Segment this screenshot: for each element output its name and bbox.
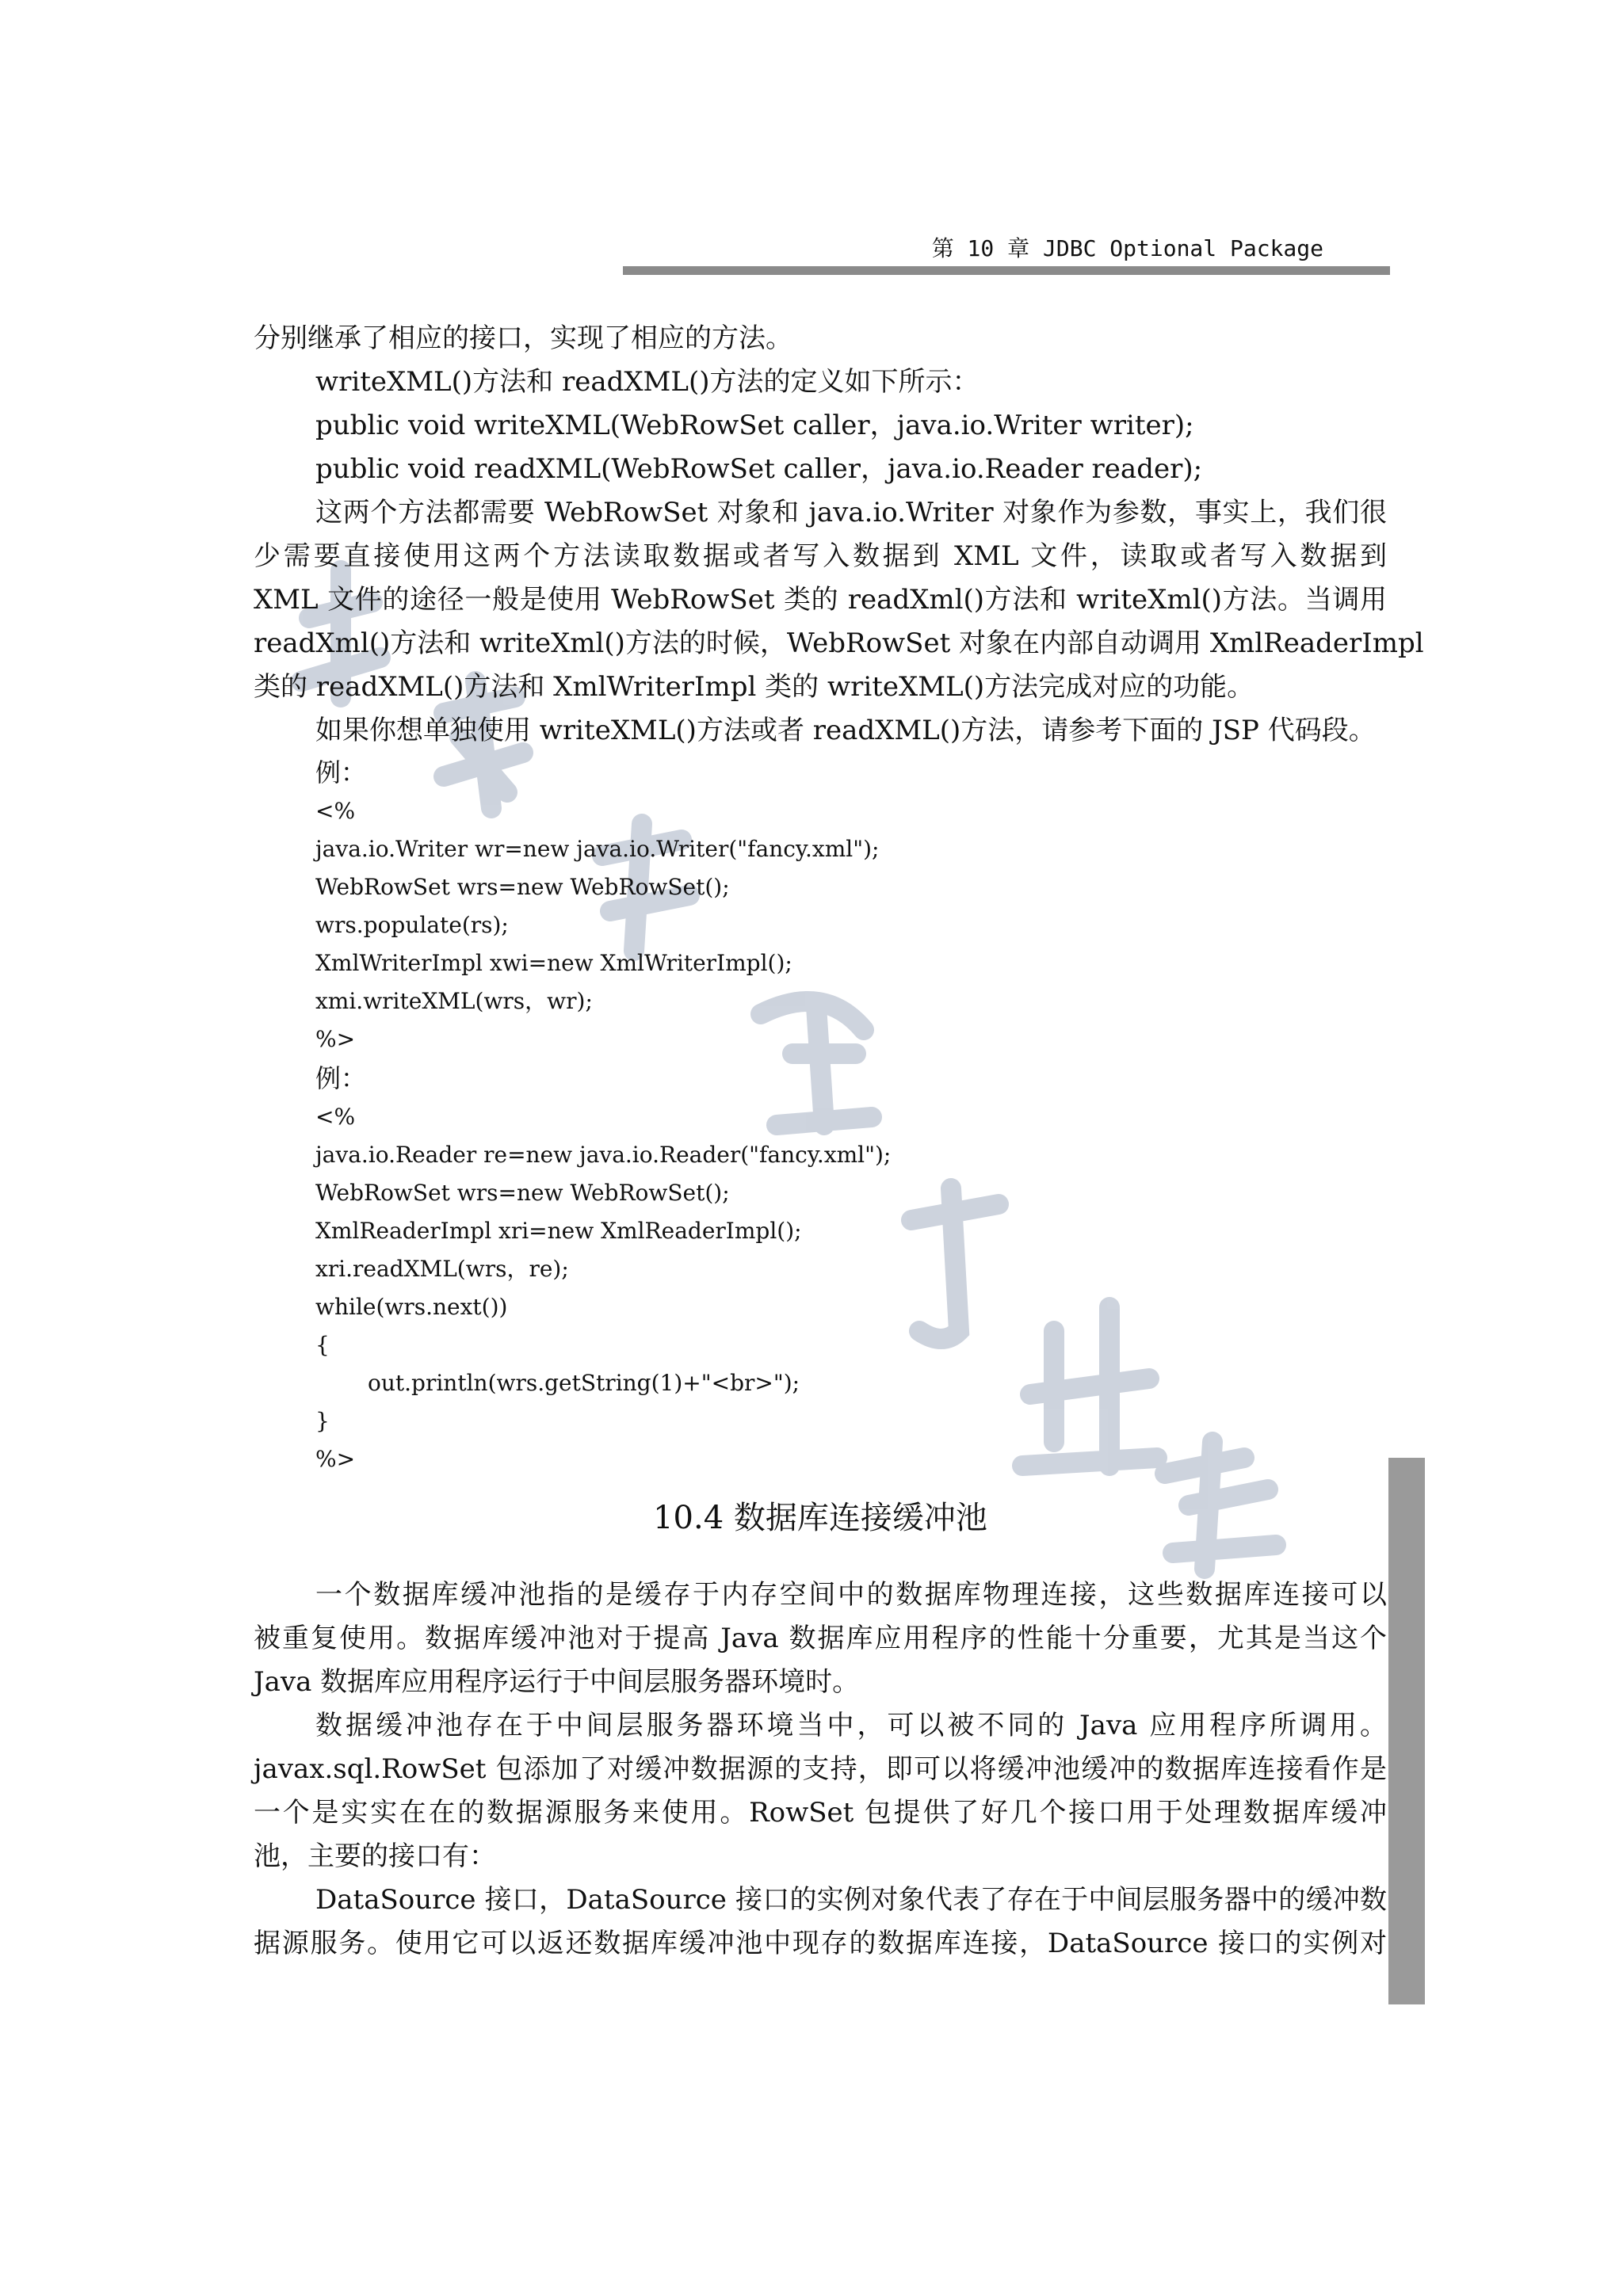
side-thumb-tab — [1388, 1458, 1425, 2004]
code-line: WebRowSet wrs=new WebRowSet(); — [315, 1180, 730, 1206]
paragraph-line: 数据缓冲池存在于中间层服务器环境当中，可以被不同的 Java 应用程序所调用。 — [315, 1710, 1387, 1741]
code-line: } — [315, 1408, 330, 1434]
code-line: WebRowSet wrs=new WebRowSet(); — [315, 874, 730, 900]
example-label: 例： — [315, 1063, 367, 1093]
running-header: 第 10 章 JDBC Optional Package — [931, 235, 1323, 261]
paragraph-line: 池，主要的接口有： — [254, 1840, 496, 1872]
paragraph-line: 一个数据库缓冲池指的是缓存于内存空间中的数据库物理连接，这些数据库连接可以 — [315, 1579, 1387, 1611]
paragraph-line: 如果你想单独使用 writeXML()方法或者 readXML()方法，请参考下面的 JSP 代码段。 — [315, 715, 1376, 746]
code-line: while(wrs.next()) — [315, 1294, 508, 1320]
paragraph-line: 少需要直接使用这两个方法读取数据或者写入数据到 XML 文件，读取或者写入数据到 — [254, 540, 1387, 572]
code-line: <% — [315, 1104, 356, 1130]
paragraph-line: Java 数据库应用程序运行于中间层服务器环境时。 — [254, 1666, 860, 1698]
paragraph-line: 分别继承了相应的接口，实现了相应的方法。 — [254, 322, 792, 354]
paragraph-line: 据源服务。使用它可以返还数据库缓冲池中现存的数据库连接，DataSource 接口的实例对 — [254, 1928, 1387, 1959]
code-line: java.io.Writer wr=new java.io.Writer("fancy.xml"); — [315, 836, 880, 862]
header-rule — [623, 266, 1390, 275]
method-signature-read: public void readXML(WebRowSet caller，java.io.Reader reader); — [315, 453, 1203, 485]
code-line: %> — [315, 1446, 356, 1472]
paragraph-line: XML 文件的途径一般是使用 WebRowSet 类的 readXml()方法和 writeXml()方法。当调用 — [254, 584, 1387, 616]
paragraph-line: 被重复使用。数据库缓冲池对于提高 Java 数据库应用程序的性能十分重要，尤其是当这个 — [254, 1623, 1387, 1654]
paragraph-line: DataSource 接口，DataSource 接口的实例对象代表了存在于中间层服务器中的缓冲数 — [315, 1884, 1387, 1916]
code-line: xmi.writeXML(wrs，wr); — [315, 988, 593, 1014]
code-line: XmlWriterImpl xwi=new XmlWriterImpl(); — [315, 950, 792, 976]
section-heading: 10.4 数据库连接缓冲池 — [653, 1500, 987, 1536]
code-line: xri.readXML(wrs，re); — [315, 1256, 569, 1282]
code-line: XmlReaderImpl xri=new XmlReaderImpl(); — [315, 1218, 802, 1244]
code-line: <% — [315, 798, 356, 824]
code-line: wrs.populate(rs); — [315, 912, 509, 938]
code-line: out.println(wrs.getString(1)+"<br>"); — [368, 1370, 800, 1396]
paragraph-line: readXml()方法和 writeXml()方法的时候，WebRowSet 对象在内部自动调用 XmlReaderImpl — [254, 627, 1424, 659]
method-signature-write: public void writeXML(WebRowSet caller，java.io.Writer writer); — [315, 410, 1194, 441]
code-line: java.io.Reader re=new java.io.Reader("fancy.xml"); — [315, 1142, 892, 1168]
methods-intro: writeXML()方法和 readXML()方法的定义如下所示： — [315, 366, 980, 398]
page-body — [254, 317, 1424, 1966]
paragraph-line: 类的 readXML()方法和 XmlWriterImpl 类的 writeXML()方法完成对应的功能。 — [254, 671, 1254, 703]
paragraph-line: javax.sql.RowSet 包添加了对缓冲数据源的支持，即可以将缓冲池缓冲的数据库连接看作是 — [254, 1753, 1387, 1785]
paragraph-line: 这两个方法都需要 WebRowSet 对象和 java.io.Writer 对象作为参数，事实上，我们很 — [315, 497, 1387, 528]
example-label: 例： — [315, 757, 367, 788]
code-line: %> — [315, 1026, 356, 1052]
paragraph-line: 一个是实实在在的数据源服务来使用。RowSet 包提供了好几个接口用于处理数据库缓冲 — [254, 1797, 1387, 1829]
code-line: { — [315, 1332, 330, 1358]
